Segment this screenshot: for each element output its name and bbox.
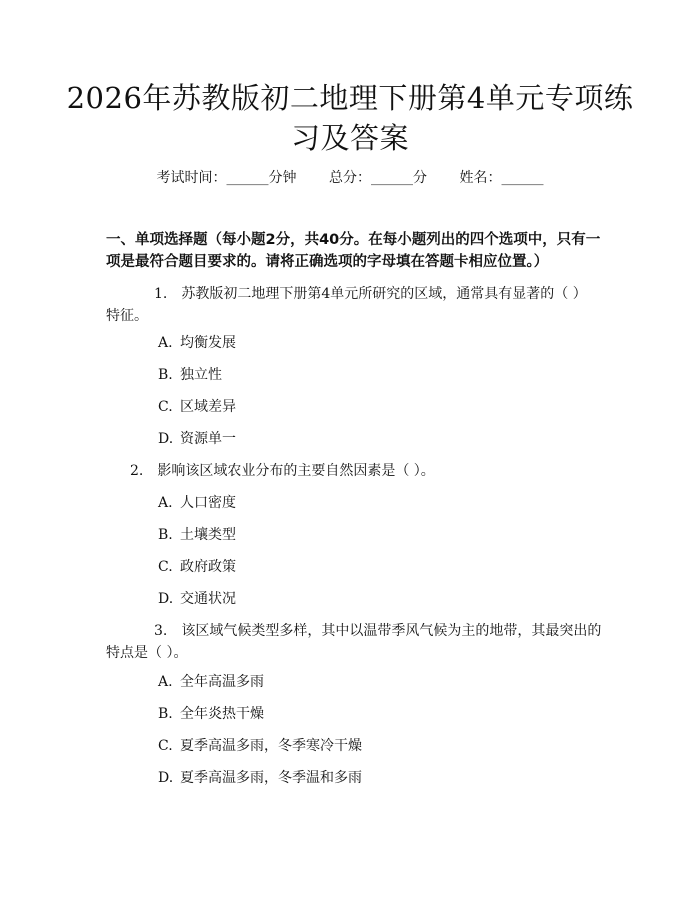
- option-letter: A.: [158, 335, 173, 351]
- question-text: 该区域气候类型多样，其中以温带季风气候为主的地带，其最突出的特点是（ ）。: [106, 623, 602, 661]
- option-2a: [158, 493, 236, 513]
- option-text: 区域差异: [180, 399, 236, 415]
- question-number: 1.: [154, 286, 168, 302]
- option-1b: [158, 365, 222, 385]
- student-name-field: 姓名：______: [459, 170, 544, 186]
- option-letter: D.: [158, 770, 174, 786]
- option-letter: D.: [158, 431, 174, 447]
- option-letter: A.: [158, 495, 173, 511]
- exam-meta: [0, 168, 700, 188]
- option-letter: A.: [158, 674, 173, 690]
- option-letter: C.: [158, 738, 173, 754]
- option-letter: C.: [158, 559, 173, 575]
- option-1a: [158, 333, 236, 353]
- section-heading: 一、单项选择题（每小题2分，共40分。在每小题列出的四个选项中，只有一项是最符合题目要求的。请将正确选项的字母填在答题卡相应位置。）: [106, 232, 601, 270]
- option-text: 夏季高温多雨，冬季寒冷干燥: [180, 738, 362, 754]
- option-3c: [158, 736, 362, 756]
- question-number: 3.: [154, 623, 168, 639]
- option-3a: [158, 672, 264, 692]
- document-title: 2026年苏教版初二地理下册第4单元专项练习及答案: [66, 81, 634, 155]
- option-text: 政府政策: [180, 559, 236, 575]
- option-2b: [158, 525, 236, 545]
- question-2: [130, 460, 600, 482]
- option-letter: D.: [158, 591, 174, 607]
- option-text: 交通状况: [180, 591, 236, 607]
- option-2c: [158, 557, 236, 577]
- option-1c: [158, 397, 236, 417]
- option-text: 全年高温多雨: [180, 674, 264, 690]
- option-2d: [158, 589, 236, 609]
- option-text: 资源单一: [180, 431, 236, 447]
- option-text: 全年炎热干燥: [180, 706, 264, 722]
- option-text: 夏季高温多雨，冬季温和多雨: [180, 770, 362, 786]
- exam-time-field: 考试时间：______分钟: [156, 170, 297, 186]
- option-3d: [158, 768, 362, 788]
- option-letter: B.: [158, 706, 173, 722]
- option-3b: [158, 704, 264, 724]
- question-number: 2.: [130, 463, 144, 479]
- total-score-field: 总分：______分: [329, 170, 427, 186]
- option-text: 土壤类型: [180, 527, 236, 543]
- question-text: 苏教版初二地理下册第4单元所研究的区域，通常具有显著的（ ）特征。: [106, 286, 580, 324]
- option-letter: C.: [158, 399, 173, 415]
- option-text: 均衡发展: [180, 335, 236, 351]
- question-text: 影响该区域农业分布的主要自然因素是（ ）。: [157, 463, 435, 479]
- question-3: [106, 620, 606, 664]
- option-letter: B.: [158, 527, 173, 543]
- option-letter: B.: [158, 367, 173, 383]
- option-text: 独立性: [180, 367, 222, 383]
- option-text: 人口密度: [180, 495, 236, 511]
- question-1: [106, 283, 584, 327]
- option-1d: [158, 429, 236, 449]
